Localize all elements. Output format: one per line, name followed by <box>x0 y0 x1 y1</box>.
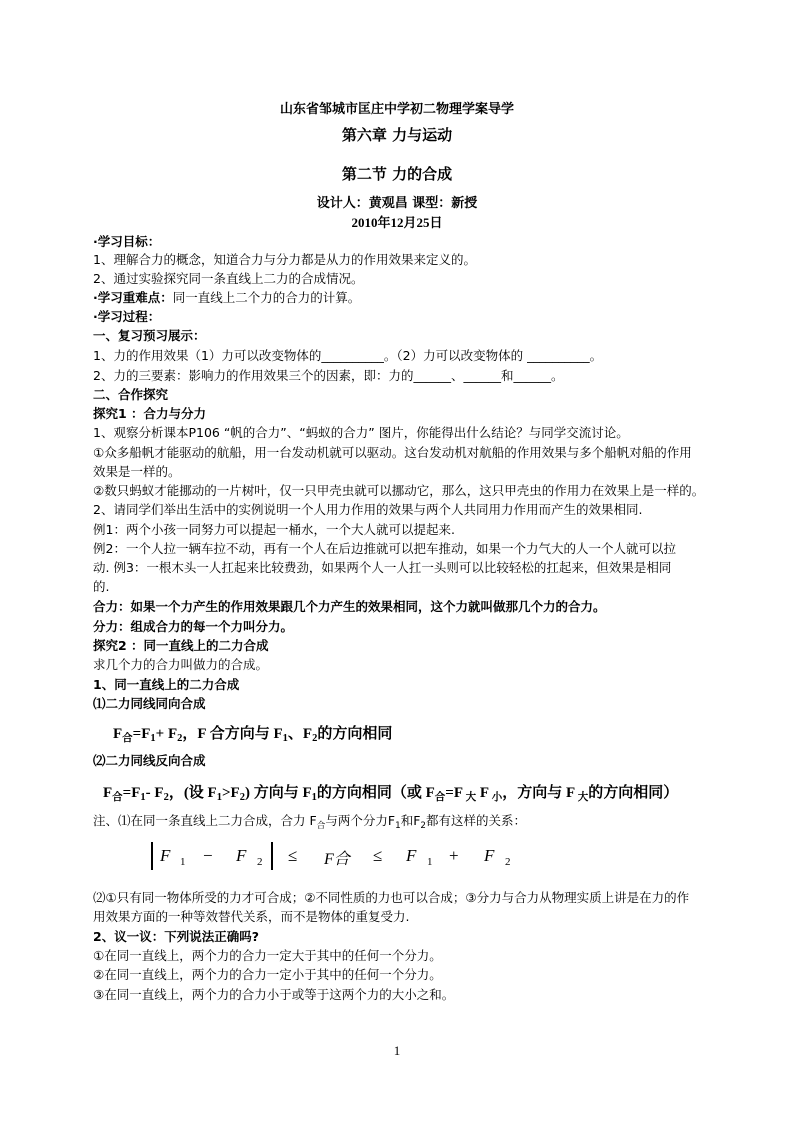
explore-p1: 1、观察分析课本P106 “帆的合力”、“蚂蚁的合力” 图片，你能得出什么结论？与同学交流讨论。 <box>93 425 629 440</box>
date-line: 2010年12月25日 <box>351 215 443 230</box>
explore-p4: 2、请同学们举出生活中的实例说明一个人用力作用的效果与两个人共同用力作用而产生的效果相同. <box>93 502 643 517</box>
explore-1-title: 探究1 ：合力与分力 <box>93 406 207 421</box>
note-1: 注、⑴在同一条直线上二力合成，合力 $F_合$与两个分力$F_1$和$F_2$都有这样的关系： <box>93 813 526 831</box>
designer-line: 设计人：黄观昌 课型：新授 <box>316 196 478 211</box>
discuss-heading: 2、议一议：下列说法正确吗? <box>93 929 259 944</box>
difficulty-text: 同一直线上二个力的合力的计算。 <box>172 290 361 305</box>
explore-heading: 二、合作探究 <box>93 387 169 402</box>
objective-1: 1、理解合力的概念，知道合力与分力都是从力的作用效果来定义的。 <box>93 252 476 267</box>
example-1: 例1：两个小孩一同努力可以提起一桶水，一个大人就可以提起来. <box>93 522 455 537</box>
ineq-sub-1b: 1 <box>427 856 433 868</box>
review-q2: 2、力的三要素：影响力的作用效果三个的因素，即：力的______、______和______。 <box>93 368 564 383</box>
abs-bar-right <box>271 842 273 870</box>
ineq-F2a: F <box>236 846 247 865</box>
ineq-F1a: F <box>160 846 171 865</box>
explore-p2a: ①众多船帆才能驱动的航船，用一台发动机就可以驱动。这台发动机对航船的作用效果与多个船帆对船的作用 <box>93 445 692 460</box>
example-2c: 的. <box>93 579 110 594</box>
objectives-heading: ·学习目标： <box>93 234 161 249</box>
objective-2: 2、通过实验探究同一条直线上二力的合成情况。 <box>93 271 364 286</box>
resultant-definition: 合力：如果一个力产生的作用效果跟几个力产生的效果相同，这个力就叫做那几个力的合力。 <box>93 599 606 614</box>
note-2b: 用效果方面的一种等效替代关系，而不是物体的重复受力. <box>93 909 410 924</box>
discuss-statement-3: ③在同一直线上，两个力的合力小于或等于这两个力的大小之和。 <box>93 987 455 1002</box>
example-2b: 动. 例3：一根木头一人扛起来比较费劲，如果两个人一人扛一头则可以比较轻松的扛起来，但效果是相同 <box>93 560 672 575</box>
review-heading: 一、复习预习展示： <box>93 328 206 343</box>
case-opposite-direction: ⑵二力同线反向合成 <box>93 753 206 768</box>
ineq-le-2: ≤ <box>373 846 383 865</box>
example-2a: 例2：一个人拉一辆车拉不动，再有一个人在后边推就可以把车推动，如果一个力气大的人一个人就可以拉 <box>93 541 676 556</box>
discuss-statement-1: ①在同一直线上，两个力的合力一定大于其中的任何一个分力。 <box>93 948 442 963</box>
ineq-le-1: ≤ <box>288 846 298 865</box>
ineq-sub-2a: 2 <box>257 856 263 868</box>
review-q1: 1、力的作用效果（1）力可以改变物体的__________。（2）力可以改变物体的 __________。 <box>93 348 603 363</box>
discuss-statement-2: ②在同一直线上，两个力的合力一定小于其中的任何一个分力。 <box>93 967 442 982</box>
difficulty-line <box>93 290 360 306</box>
abs-bar-left <box>151 842 153 870</box>
explore-p2b: 效果是一样的。 <box>93 464 181 479</box>
page-number: 1 <box>393 1043 401 1058</box>
ineq-sub-1a: 1 <box>180 856 186 868</box>
ineq-plus: + <box>449 846 459 865</box>
ineq-F1b: F <box>406 846 417 865</box>
note-2a: ⑵①只有同一物体所受的力才可合成；②不同性质的力也可以合成；③分力与合力从物理实质上讲是在力的作 <box>93 890 690 905</box>
ineq-minus: − <box>203 846 213 865</box>
subsection-1: 1、同一直线上的二力合成 <box>93 677 240 692</box>
explore-p3: ②数只蚂蚁才能挪动的一片树叶，仅一只甲壳虫就可以挪动它，那么，这只甲壳虫的作用力在效果上是一样的。 <box>93 483 705 498</box>
component-definition: 分力：组成合力的每一个力叫分力。 <box>93 619 294 634</box>
explore-2-title: 探究2 ：同一直线上的二力合成 <box>93 638 269 653</box>
process-heading: ·学习过程： <box>93 309 161 324</box>
school-title: 山东省邹城市匡庄中学初二物理学案导学 <box>279 102 514 117</box>
chapter-title: 第六章 力与运动 <box>341 126 453 144</box>
section-title: 第二节 力的合成 <box>341 165 453 183</box>
ineq-sub-2b: 2 <box>505 856 511 868</box>
ineq-F-resultant: F合 <box>324 851 350 868</box>
formula-opposite-direction: $F_合=F_1-$ $F_2$，(设 $F_1>F_2$) 方向与 $F_1$的方向相同（或 $F_合=F$ $_大$ F $_小$，方向与 F $_大$的方向相同） <box>103 785 679 803</box>
ineq-F2b: F <box>484 846 495 865</box>
explore-p5: 求几个力的合力叫做力的合成。 <box>93 657 269 672</box>
formula-same-direction: $F_合=F_1+ F_2$，F 合方向与 $F_1$、$F_2$的方向相同 <box>113 726 393 744</box>
case-same-direction: ⑴二力同线同向合成 <box>93 696 206 711</box>
difficulty-label: ·学习重难点： <box>93 290 173 305</box>
